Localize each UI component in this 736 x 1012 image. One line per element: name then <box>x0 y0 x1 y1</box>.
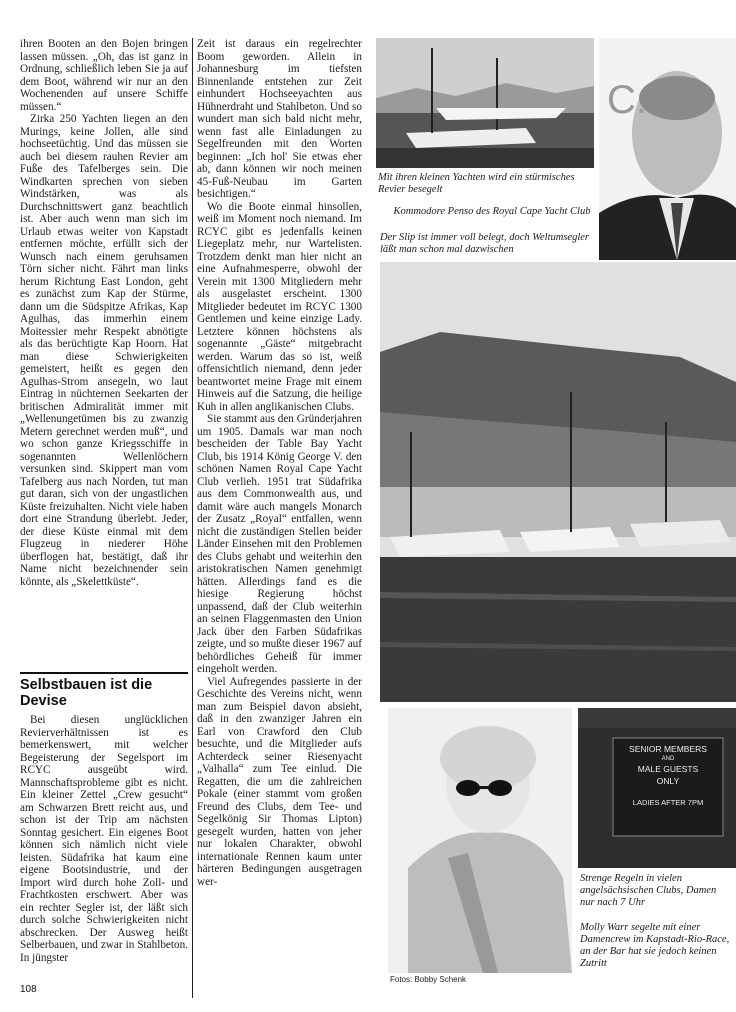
paragraph: Viel Aufregendes passierte in der Geschichte des Vereins nicht, wenn man zum Beispiel davon absieht, daß in den zwanziger Jahren ein Earl von Crawford den Club besuchte, und die Mitglieder aufs Achterdeck seiner Riesenyacht „Valhalla“ zum Tee einlud. Die Regatten, die um die zahlreichen Pokale (einer stammt vom großen Freund des Clubs, dem Tee- und Segelkönig Sir Thomas Lipton) gesegelt wurden, hatten von jeher nur lokalen Charakter, obwohl internationale Rennen kaum unter härteren Bedingungen ausgetragen wer- <box>197 675 362 888</box>
yachts-photo <box>376 38 594 168</box>
paragraph: Zirka 250 Yachten liegen an den Murings, keine Jollen, alle sind hochseetüchtig. Und das müssen sie auch bei diesem rauhen Revier am Fuße des Tafelberges sein. Die Windkarten sprechen von sieben Windstärken, was als Durchschnittswert ganz beachtlich ist. Aber auch wenn man sich im Urlaub etwas weiter von Kapstadt entfernen möchte, erfüllt sich der Wunsch nach einem geruhsamen Törn sicher nicht. Fährt man links herum Richtung East London, geht es zunächst zum Kap der Stürme, dann um die Südspitze Afrikas, Kap Agulhas, das immerhin einem Moitessier mehr Respekt abnötigte als das berüchtigte Kap Hoorn. Hat man diese Schwierigkeiten gemeistert, heißt es gegen den Agulhas-Strom ansegeln, wo laut Eintrag in nüchternen Seekarten der britischen Admiralität immer mit „Wellenungetümen bis zu zwanzig Metern gerechnet werden muß“, und wo schon ganze Kriegsschiffe in sogenannten Wellenlöchern versunken sind. Skippert man vom Tafelberg aus nach Norden, tut man gut daran, sich von der ungastlichen Küste freizuhalten. Nicht viele haben dort eine Strandung überlebt. Jeder, der diese Küste einmal mit dem Flugzeug in niederer Höhe überflogen hat, bestätigt, daß ihr Name nicht bezeichnender sein könnte, als „Skelettküste“. <box>20 113 188 588</box>
section-heading: Selbstbauen ist die Devise <box>20 677 153 709</box>
molly-warr-photo <box>388 708 572 973</box>
club-sign-text <box>622 743 714 809</box>
commodore-caption: Kommodore Penso des Royal Cape Yacht Club <box>393 206 591 217</box>
paragraph: ihren Booten an den Bojen bringen lassen müssen. „Oh, das ist ganz in Ordnung, schließlich leben Sie ja auf dem Boot, während wir nur an den Wochenenden auf unsere Schiffe müssen.“ <box>20 38 188 113</box>
yachts-photo-image <box>376 38 594 168</box>
section-heading-block <box>20 672 188 709</box>
harbor-photo <box>380 262 736 702</box>
paragraph: Zeit ist daraus ein regelrechter Boom geworden. Allein in Johannesburg im tiefsten Binnenlande entstehen zur Zeit einhundert Hochseeyachten aus Hühnerdraht und Stahlbeton. Und so wundert man sich bald nicht mehr, wenn fast alle Einladungen zu Segelfreunden mit den Worten beginnen: „Ich hol' Sie etwas eher ab, dann können wir noch meinen 45-Fuß-Neubau im Garten besichtigen.“ <box>197 38 362 200</box>
sign-line: LADIES AFTER 7PM <box>632 798 704 807</box>
article-column-1 <box>20 38 188 588</box>
paragraph: Sie stammt aus den Gründerjahren um 1905. Damals war man noch bescheiden der Table Bay Yacht Club, bis 1914 König George V. den schönen Namen Royal Cape Yacht Club verlieh. 1951 trat Südafrika aus dem Commonwealth aus, und damit wäre auch mangels Monarch der Zusatz „Royal“ entfallen, wenn nicht die zuständigen Stellen beider Länder Einsehen mit den Problemen des Clubs gehabt und weiterhin den aristokratischen Namen genehmigt hätten. Allerdings fand es die hiesige Regierung höchst unpassend, daß der Club weiterhin an seinen Flaggenmasten den Union Jack über den Farben Südafrikas zeigte, und so mußte dieser 1967 auf behördliches Geheiß für immer eingeholt werden. <box>197 413 362 675</box>
page-number: 108 <box>20 984 37 995</box>
column-divider <box>192 38 193 998</box>
molly-warr-image <box>388 708 572 973</box>
sign-line: SENIOR MEMBERS <box>629 744 707 754</box>
molly-caption: Molly Warr segelte mit einer Damencrew im Kapstadt-Rio-Race, an der Bar hat sie jedoch keinen Zutritt <box>580 922 730 969</box>
commodore-portrait-photo <box>599 38 736 260</box>
commodore-portrait-image <box>599 38 736 260</box>
photo-credit: Fotos: Bobby Schenk <box>390 975 467 984</box>
article-column-1-continued <box>20 714 188 964</box>
harbor-photo-image <box>380 262 736 702</box>
paragraph: Wo die Boote einmal hinsollen, weiß im Moment noch niemand. Im RCYC gibt es jedenfalls keinen Liegeplatz mehr, nur Wartelisten. Trotzdem denkt man hier nicht an eine Aufnahmesperre, obwohl der Verein mit 1300 Mitgliedern mehr als ausgelastet erscheint. 1300 Mitglieder bedeutet im RCYC 1300 Gentlemen und keine einzige Lady. Letztere können höchstens als sogenannte „Gäste“ mitgebracht werden. Warum das so ist, weiß offensichtlich niemand, denn jeder beantwortet meine Frage mit einem Hinweis auf die Satzung, die heilige Kuh in allen anglikanischen Clubs. <box>197 200 362 413</box>
paragraph: Bei diesen unglücklichen Revierverhältnissen ist es bemerkenswert, mit welcher Begeisterung der Segelsport im RCYC ausgeübt wird. Mannschaftsprobleme gibt es nicht. Ein kleiner Zettel „Crew gesucht“ am Schwarzen Brett reicht aus, und schon ist der Trip am nächsten Sonntag gesichert. Ein eigenes Boot können sich nämlich nicht viele leisten. Südafrika hat kaum eine eigene Bootsindustrie, und der Import wird durch hohe Zoll- und Frachtkosten erschwert. Aber was ein rechter Segler ist, der läßt sich durch solche Schwierigkeiten nicht abschrecken. Der Ausweg heißt Selberbauen, und zwar in Stahlbeton. In jüngster <box>20 714 188 964</box>
sign-line: MALE GUESTS <box>637 764 699 774</box>
sign-line: AND <box>661 756 675 762</box>
sign-line: ONLY <box>656 776 680 786</box>
svg-text:C.: C. <box>607 78 647 122</box>
rules-caption: Strenge Regeln in vielen angelsächsischen Clubs, Damen nur nach 7 Uhr <box>580 873 717 908</box>
slip-caption: Der Slip ist immer voll belegt, doch Weltumsegler läßt man schon mal dazwischen <box>380 232 589 255</box>
yachts-caption: Mit ihren kleinen Yachten wird ein stürmisches Revier besegelt <box>378 172 575 195</box>
article-column-2 <box>197 38 362 888</box>
